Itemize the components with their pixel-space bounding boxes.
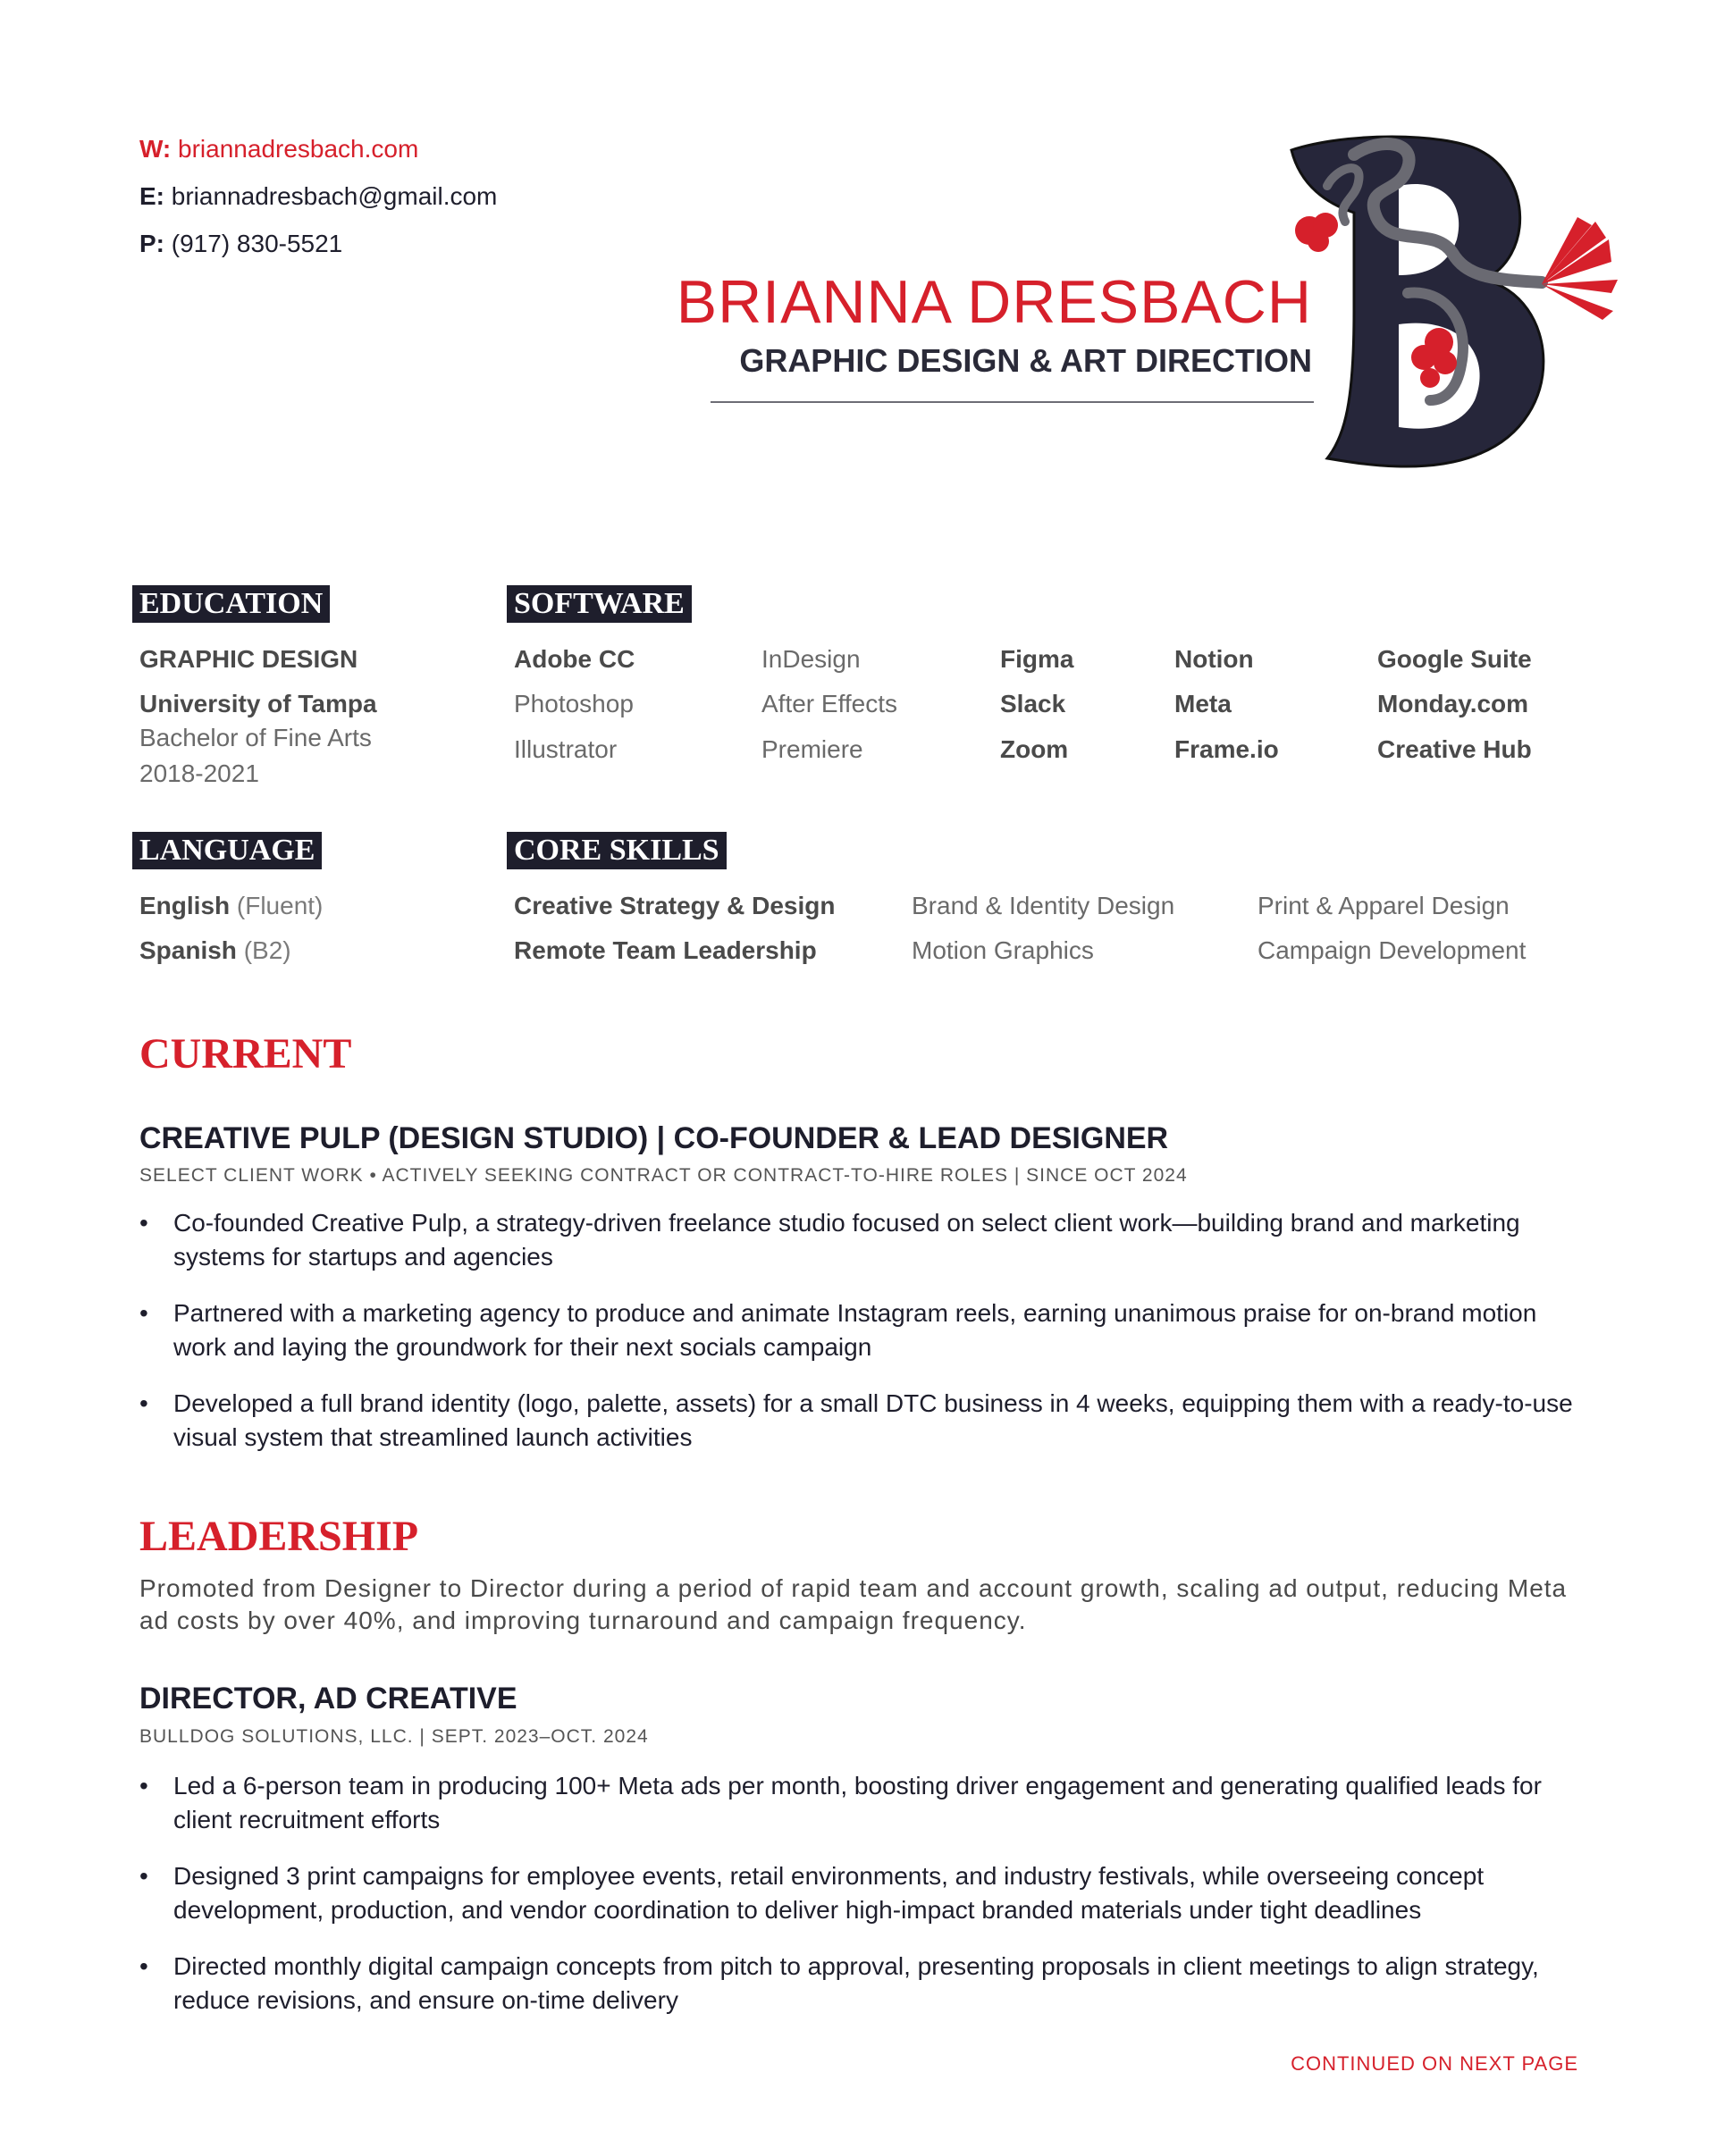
software-item: Figma — [1000, 645, 1074, 673]
header-divider — [711, 401, 1314, 403]
bullet-item: • Partnered with a marketing agency to produce and animate Instagram reels, earning unanimous praise for on-brand motion work and laying the groundwork for their next socials campaign — [139, 1299, 1537, 1361]
current-job-meta: SELECT CLIENT WORK • ACTIVELY SEEKING CONTRACT OR CONTRACT-TO-HIRE ROLES | SINCE OCT 2024 — [139, 1165, 1188, 1186]
language-name: English — [139, 892, 231, 919]
leadership-bullets — [139, 1769, 1587, 2040]
software-item: Zoom — [1000, 735, 1069, 763]
current-job-title: CREATIVE PULP (DESIGN STUDIO) | CO-FOUNDER & LEAD DESIGNER — [139, 1121, 1169, 1155]
website-line[interactable] — [139, 134, 418, 164]
software-item: Monday.com — [1377, 690, 1529, 717]
education-years: 2018-2021 — [139, 759, 259, 787]
software-item: Slack — [1000, 690, 1066, 717]
software-item: Creative Hub — [1377, 735, 1532, 763]
skill-item: Creative Strategy & Design — [514, 892, 836, 919]
bullet-item: • Led a 6-person team in producing 100+ Meta ads per month, boosting driver engagement and generating qualified leads for client recruitment efforts — [139, 1772, 1542, 1833]
skill-item: Motion Graphics — [912, 936, 1094, 964]
education-field: GRAPHIC DESIGN — [139, 645, 358, 673]
software-item: Photoshop — [514, 690, 634, 717]
continued-note: CONTINUED ON NEXT PAGE — [1291, 2052, 1578, 2075]
skill-item: Brand & Identity Design — [912, 892, 1175, 919]
leadership-job-meta: BULLDOG SOLUTIONS, LLC. | SEPT. 2023–OCT. 2024 — [139, 1726, 649, 1747]
phone-line — [139, 229, 342, 259]
education-heading: EDUCATION — [132, 585, 330, 623]
language-heading: LANGUAGE — [132, 832, 322, 869]
software-item: Frame.io — [1174, 735, 1279, 763]
software-item: InDesign — [761, 645, 861, 673]
software-item: Adobe CC — [514, 645, 635, 673]
candidate-name: BRIANNA DRESBACH — [676, 268, 1312, 336]
monogram-logo — [1274, 132, 1631, 472]
language-level: (Fluent) — [236, 892, 324, 919]
email-line[interactable] — [139, 181, 497, 212]
leadership-heading: LEADERSHIP — [139, 1513, 419, 1560]
software-item: Illustrator — [514, 735, 618, 763]
flower-icon-left — [1295, 213, 1338, 252]
core-skills-heading: CORE SKILLS — [507, 832, 727, 869]
software-item: Google Suite — [1377, 645, 1532, 673]
software-item: Premiere — [761, 735, 863, 763]
education-degree: Bachelor of Fine Arts — [139, 724, 372, 751]
leadership-job-title: DIRECTOR, AD CREATIVE — [139, 1682, 517, 1716]
flower-icon-right — [1542, 217, 1618, 320]
skill-item: Campaign Development — [1258, 936, 1527, 964]
software-item: Meta — [1174, 690, 1232, 717]
bullet-item: • Directed monthly digital campaign concepts from pitch to approval, presenting proposals in client meetings to align strategy, reduce revisions, and ensure on-time delivery — [139, 1952, 1539, 2014]
candidate-tagline: GRAPHIC DESIGN & ART DIRECTION — [739, 342, 1312, 379]
phone-label: P: — [139, 230, 164, 257]
language-item — [139, 891, 323, 921]
language-level: (B2) — [243, 936, 291, 964]
software-item: After Effects — [761, 690, 897, 717]
skill-item: Print & Apparel Design — [1258, 892, 1510, 919]
website-link[interactable]: briannadresbach.com — [178, 135, 419, 163]
skill-item: Remote Team Leadership — [514, 936, 817, 964]
education-school: University of Tampa — [139, 690, 377, 717]
language-item — [139, 935, 291, 966]
website-label: W: — [139, 135, 172, 163]
leadership-summary: Promoted from Designer to Director during a period of rapid team and account growth, scaling ad output, reducing Meta ad costs by over 40%, and improving turnaround and campaign frequency. — [139, 1574, 1568, 1634]
current-heading: CURRENT — [139, 1030, 352, 1078]
email-link[interactable]: briannadresbach@gmail.com — [171, 182, 498, 210]
bullet-item: • Co-founded Creative Pulp, a strategy-driven freelance studio focused on select client work—building brand and marketing systems for startups and agencies — [139, 1209, 1520, 1271]
phone-number: (917) 830-5521 — [171, 230, 343, 257]
language-name: Spanish — [139, 936, 237, 964]
current-bullets — [139, 1206, 1587, 1477]
software-heading: SOFTWARE — [507, 585, 692, 623]
bullet-item: • Designed 3 print campaigns for employee events, retail environments, and industry festivals, while overseeing concept development, production, and vendor coordination to deliver high-impact branded materials under tight deadlines — [139, 1862, 1485, 1924]
software-item: Notion — [1174, 645, 1254, 673]
email-label: E: — [139, 182, 164, 210]
bullet-item: • Developed a full brand identity (logo, palette, assets) for a small DTC business in 4 weeks, equipping them with a ready-to-use visual system that streamlined launch activities — [139, 1389, 1573, 1451]
